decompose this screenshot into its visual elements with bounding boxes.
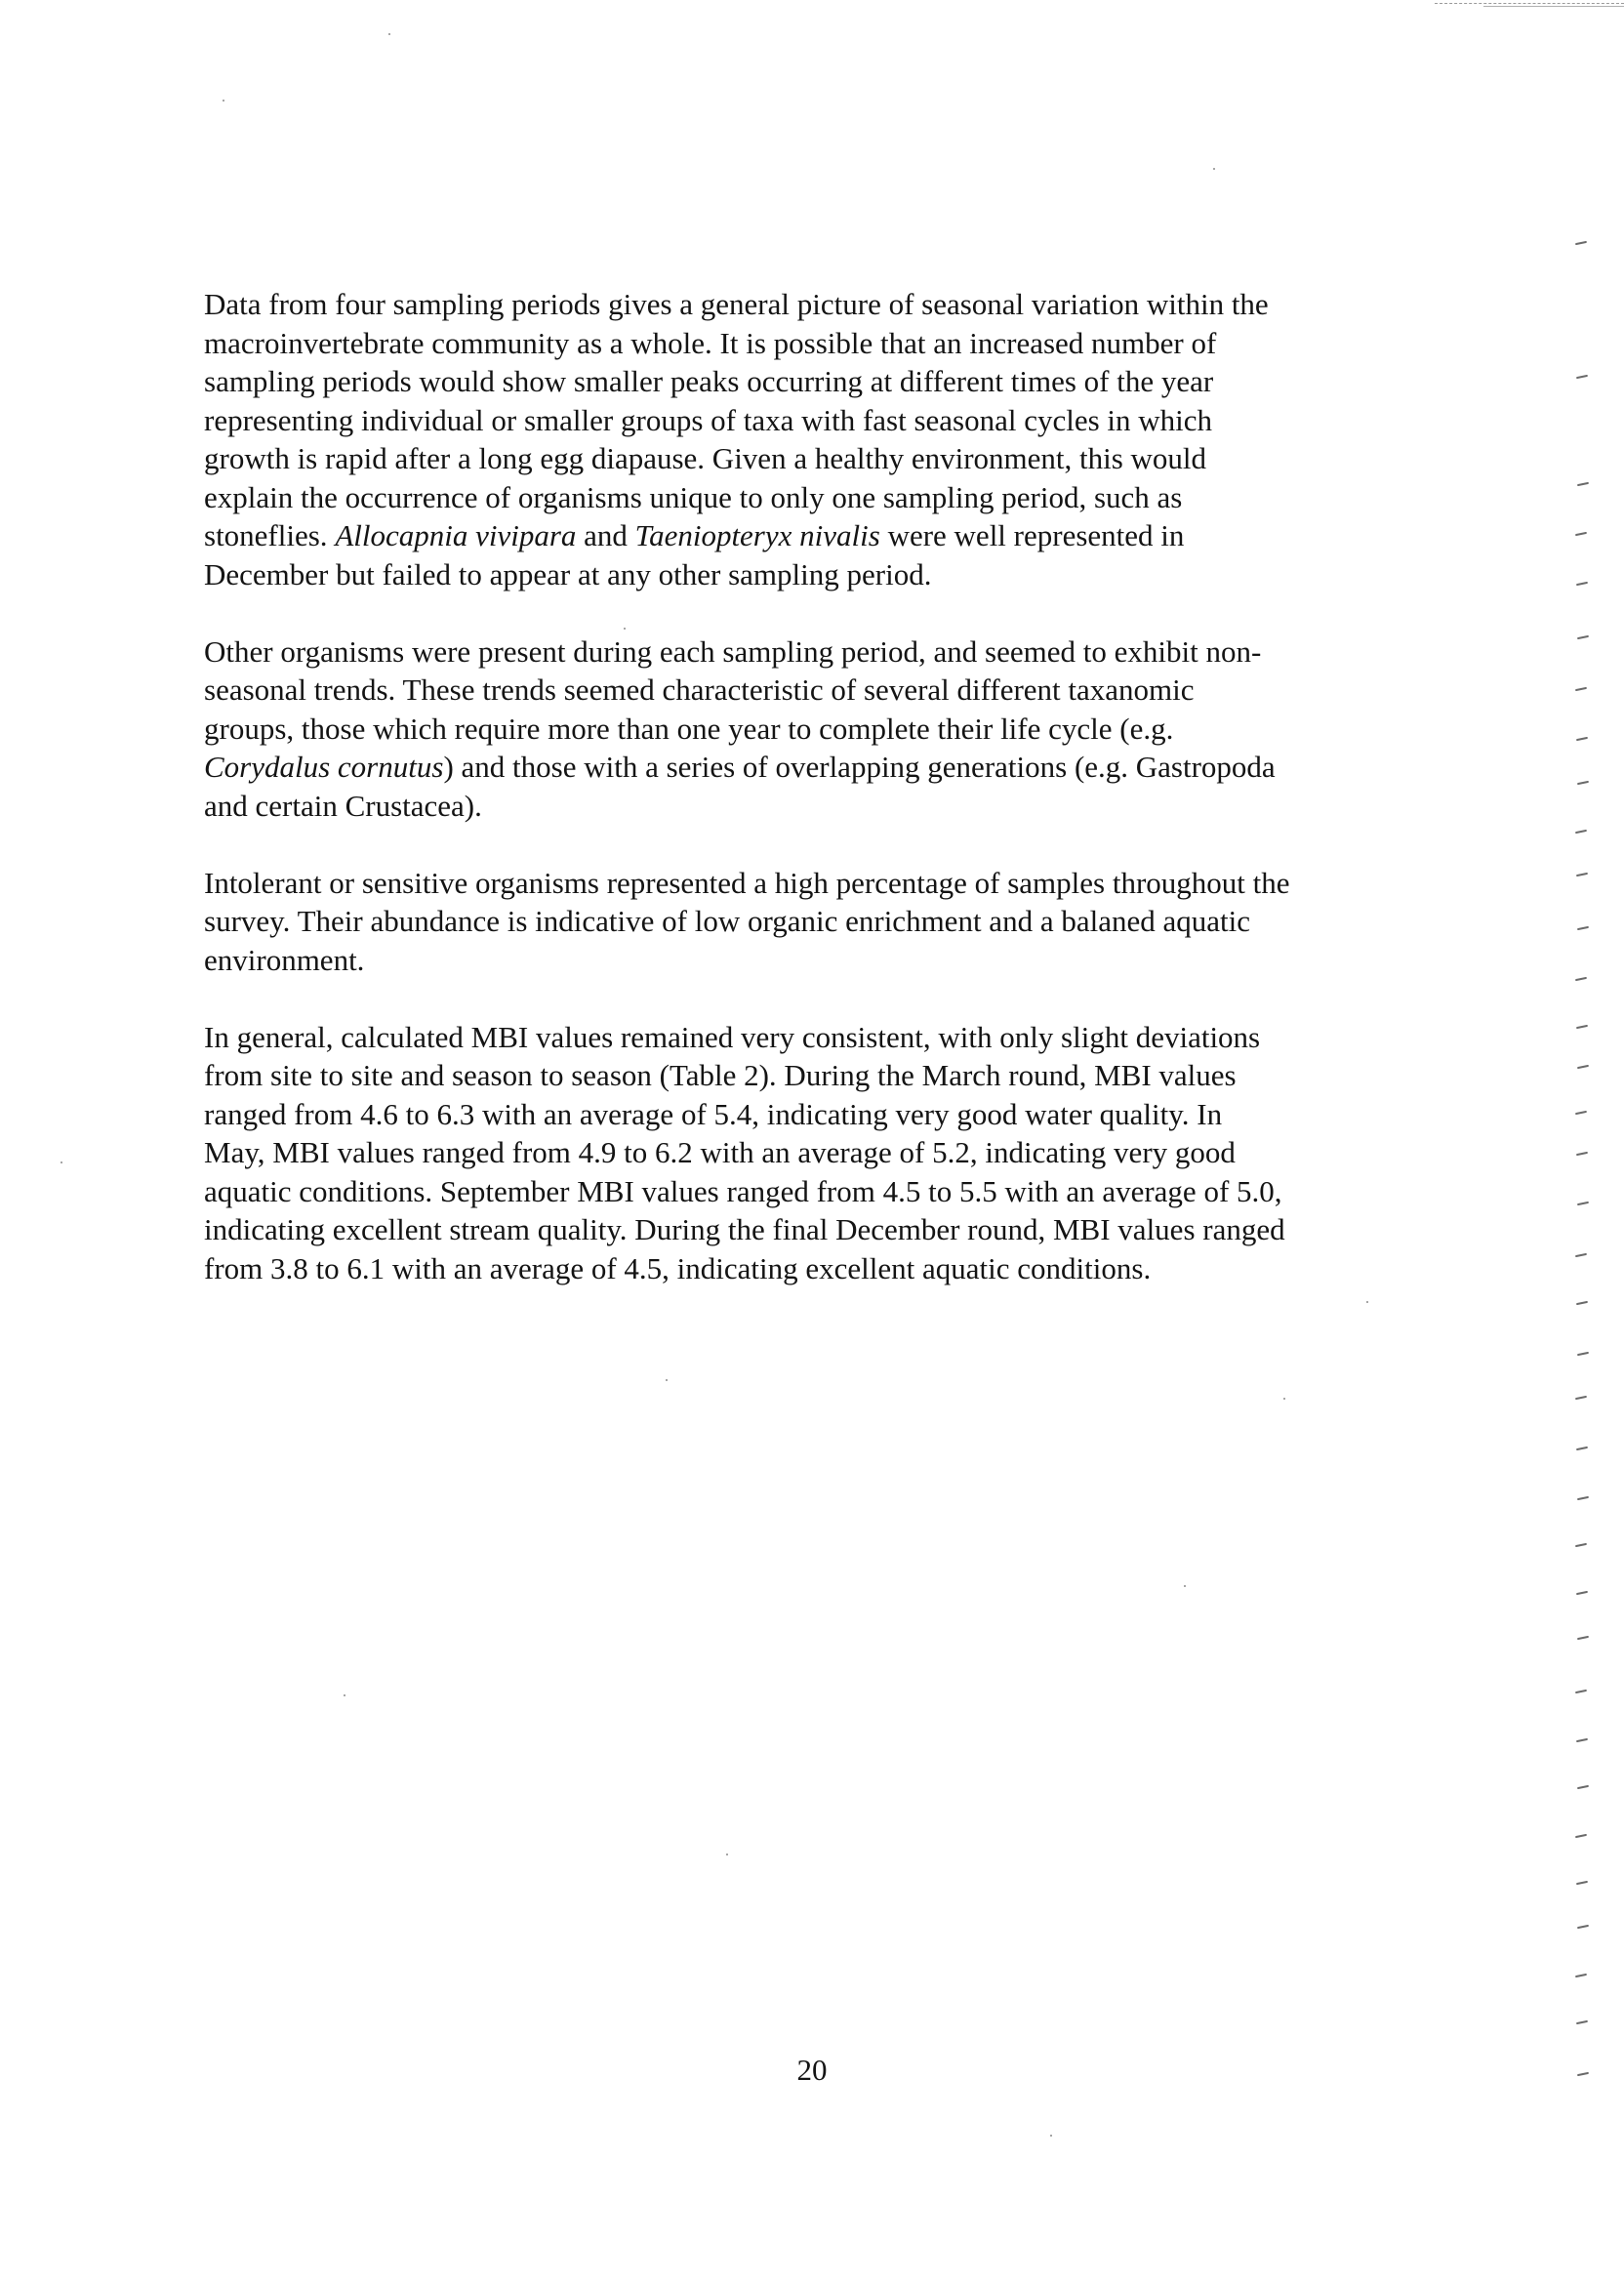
margin-tick: [1575, 830, 1587, 834]
margin-tick: [1577, 2072, 1589, 2076]
margin-tick: [1575, 1690, 1587, 1693]
margin-tick: [1575, 1834, 1587, 1838]
text-segment: seasonal trends. These trends seemed characteristic of several different taxanomic: [204, 672, 1195, 707]
text-line: [204, 1056, 1424, 1095]
text-segment: sampling periods would show smaller peaks occurring at different times of the year: [204, 364, 1214, 398]
species-name: Allocapnia vivipara: [335, 518, 577, 552]
text-segment: growth is rapid after a long egg diapause. Given a healthy environment, this would: [204, 441, 1207, 475]
margin-tick: [1576, 1591, 1588, 1595]
margin-tick: [1576, 2020, 1588, 2024]
text-line: [204, 1210, 1424, 1249]
text-segment: from site to site and season to season (Table 2). During the March round, MBI values: [204, 1058, 1237, 1092]
text-segment: were well represented in: [879, 518, 1185, 552]
text-segment: aquatic conditions. September MBI values ranged from 4.5 to 5.5 with an average of 5.0,: [204, 1173, 1282, 1208]
scan-speck: [1213, 168, 1215, 170]
margin-tick: [1576, 1025, 1588, 1029]
paragraph: [204, 632, 1424, 826]
text-line: [204, 439, 1424, 478]
text-line: [204, 478, 1424, 517]
margin-tick: [1575, 241, 1587, 245]
text-segment: environment.: [204, 942, 365, 977]
text-line: [204, 285, 1424, 324]
margin-tick: [1575, 1253, 1587, 1257]
margin-tick: [1577, 1065, 1589, 1069]
margin-tick: [1576, 737, 1588, 741]
text-line: [204, 748, 1424, 787]
species-name: Corydalus cornutus: [204, 750, 444, 784]
text-segment: and: [576, 518, 635, 552]
body-text: [204, 285, 1424, 1287]
text-line: [204, 902, 1424, 941]
margin-tick: [1576, 582, 1588, 586]
margin-tick: [1577, 1785, 1589, 1789]
paragraph: [204, 285, 1424, 593]
scan-edge-rule: [1435, 3, 1624, 5]
text-line: [204, 1095, 1424, 1134]
text-line: [204, 324, 1424, 363]
text-line: [204, 1133, 1424, 1172]
text-line: [204, 787, 1424, 826]
text-segment: ) and those with a series of overlapping generations (e.g. Gastropoda: [443, 750, 1276, 784]
margin-tick: [1576, 1447, 1588, 1450]
margin-tick: [1577, 1925, 1589, 1929]
text-line: [204, 864, 1424, 903]
scan-speck: [344, 1694, 345, 1696]
text-line: [204, 401, 1424, 440]
margin-tick: [1577, 1352, 1589, 1356]
text-line: [204, 1172, 1424, 1211]
scan-speck: [1184, 1585, 1186, 1587]
scan-speck: [1283, 1398, 1285, 1400]
text-segment: Data from four sampling periods gives a general picture of seasonal variation within the: [204, 287, 1269, 321]
scan-speck: [1050, 2135, 1052, 2137]
margin-tick: [1575, 687, 1587, 691]
page-number: 20: [796, 2053, 828, 2087]
margin-tick: [1576, 1738, 1588, 1742]
text-line: [204, 671, 1424, 710]
text-line: [204, 555, 1424, 594]
paragraph: [204, 1018, 1424, 1288]
scan-speck: [726, 1854, 728, 1855]
margin-tick: [1577, 635, 1589, 639]
margin-tick: [1575, 1111, 1587, 1115]
margin-tick: [1576, 1301, 1588, 1305]
margin-tick: [1576, 1881, 1588, 1885]
text-segment: macroinvertebrate community as a whole. It is possible that an increased number of: [204, 325, 1217, 360]
text-segment: December but failed to appear at any other sampling period.: [204, 556, 932, 591]
text-segment: from 3.8 to 6.1 with an average of 4.5, indicating excellent aquatic conditions.: [204, 1250, 1152, 1285]
scan-speck: [666, 1379, 668, 1381]
margin-tick: [1576, 1152, 1588, 1156]
margin-tick: [1577, 781, 1589, 785]
scan-speck: [624, 628, 626, 630]
scan-speck: [61, 1161, 62, 1163]
text-line: [204, 1018, 1424, 1057]
text-segment: Intolerant or sensitive organisms represented a high percentage of samples throughout the: [204, 865, 1290, 900]
margin-tick: [1576, 873, 1588, 876]
text-line: [204, 632, 1424, 672]
scan-speck: [1366, 1301, 1368, 1303]
scan-speck: [223, 100, 224, 102]
text-segment: Other organisms were present during each sampling period, and seemed to exhibit non-: [204, 633, 1262, 669]
text-line: [204, 1249, 1424, 1288]
text-segment: survey. Their abundance is indicative of low organic enrichment and a balaned aquatic: [204, 904, 1250, 938]
scan-edge-line: [1483, 6, 1624, 7]
margin-tick: [1577, 1496, 1589, 1500]
text-segment: stoneflies.: [204, 518, 336, 552]
text-segment: and certain Crustacea).: [204, 788, 482, 823]
text-segment: groups, those which require more than one year to complete their life cycle (e.g.: [204, 711, 1174, 746]
text-segment: indicating excellent stream quality. During the final December round, MBI values ranged: [204, 1212, 1285, 1246]
margin-tick: [1577, 1202, 1589, 1205]
margin-tick: [1575, 1974, 1587, 1977]
species-name: Taeniopteryx nivalis: [634, 518, 880, 552]
margin-tick: [1577, 926, 1589, 930]
text-line: [204, 710, 1424, 749]
margin-tick: [1575, 1396, 1587, 1400]
margin-tick: [1576, 375, 1588, 379]
text-segment: May, MBI values ranged from 4.9 to 6.2 with an average of 5.2, indicating very good: [204, 1135, 1236, 1169]
margin-tick: [1575, 532, 1587, 536]
margin-tick: [1575, 977, 1587, 981]
text-line: [204, 516, 1424, 555]
scan-speck: [388, 33, 390, 35]
text-segment: explain the occurrence of organisms unique to only one sampling period, such as: [204, 479, 1183, 514]
paragraph: [204, 864, 1424, 980]
text-line: [204, 941, 1424, 980]
text-segment: representing individual or smaller groups of taxa with fast seasonal cycles in which: [204, 402, 1213, 437]
margin-tick: [1577, 1636, 1589, 1640]
text-segment: ranged from 4.6 to 6.3 with an average of 5.4, indicating very good water quality. In: [204, 1096, 1223, 1131]
text-segment: In general, calculated MBI values remained very consistent, with only slight deviations: [204, 1019, 1261, 1054]
text-line: [204, 362, 1424, 401]
margin-tick: [1577, 482, 1589, 486]
margin-tick: [1575, 1543, 1587, 1547]
